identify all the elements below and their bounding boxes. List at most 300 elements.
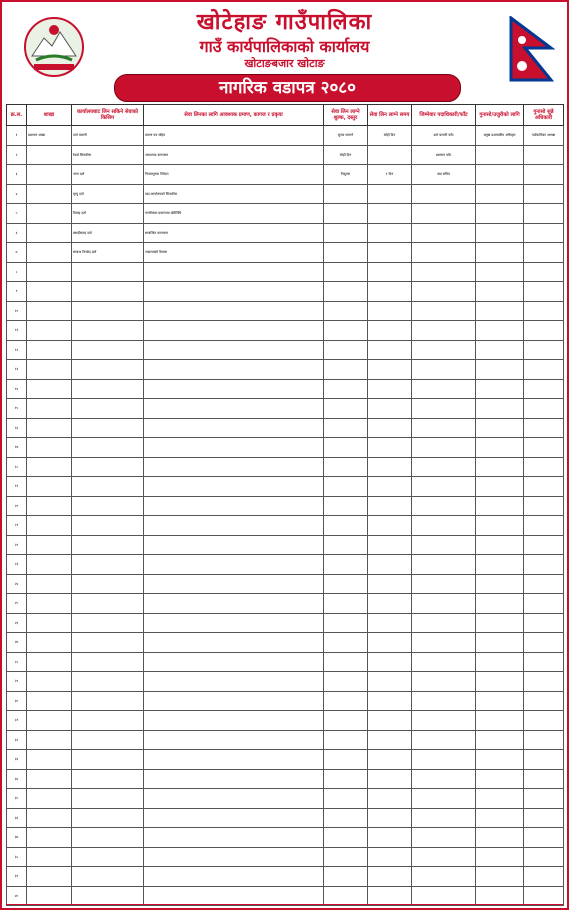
table-cell bbox=[476, 672, 524, 692]
table-cell bbox=[412, 691, 476, 711]
table-row bbox=[7, 399, 564, 419]
table-cell bbox=[368, 301, 412, 321]
table-row bbox=[7, 262, 564, 282]
table-cell bbox=[144, 418, 324, 438]
table-cell bbox=[476, 379, 524, 399]
table-row bbox=[7, 321, 564, 341]
table-cell: मृत्यु दर्ता bbox=[72, 184, 144, 204]
table-row bbox=[7, 165, 564, 185]
table-cell bbox=[524, 438, 564, 458]
table-cell bbox=[476, 516, 524, 536]
table-cell bbox=[368, 204, 412, 224]
table-cell bbox=[524, 886, 564, 906]
table-cell bbox=[72, 750, 144, 770]
table-cell bbox=[524, 165, 564, 185]
table-cell bbox=[476, 243, 524, 263]
table-cell bbox=[144, 750, 324, 770]
table-cell bbox=[368, 282, 412, 302]
table-cell bbox=[412, 379, 476, 399]
table-cell bbox=[368, 594, 412, 614]
table-cell bbox=[144, 828, 324, 848]
table-cell bbox=[72, 438, 144, 458]
table-cell bbox=[324, 769, 368, 789]
table-cell bbox=[524, 301, 564, 321]
table-row bbox=[7, 418, 564, 438]
table-cell: रेकर्ड सिफारिस bbox=[72, 145, 144, 165]
col-header: जिम्मेवार पदाधिकारी/फाँट bbox=[412, 105, 476, 126]
table-cell: आवश्यक कागजात bbox=[144, 145, 324, 165]
table-cell: २७ bbox=[7, 633, 27, 653]
table-cell: अदालतको फैसला bbox=[144, 243, 324, 263]
table-cell: ३३ bbox=[7, 750, 27, 770]
table-cell bbox=[524, 321, 564, 341]
table-row bbox=[7, 691, 564, 711]
table-cell: नियमानुसार निवेदन bbox=[144, 165, 324, 185]
table-cell bbox=[524, 691, 564, 711]
table-cell bbox=[324, 379, 368, 399]
table-cell bbox=[524, 477, 564, 497]
table-cell: वडा सचिव bbox=[412, 165, 476, 185]
table-cell bbox=[476, 223, 524, 243]
table-cell bbox=[476, 301, 524, 321]
table-cell bbox=[524, 379, 564, 399]
table-row bbox=[7, 360, 564, 380]
table-cell bbox=[144, 672, 324, 692]
table-cell bbox=[27, 672, 72, 692]
table-cell bbox=[72, 594, 144, 614]
table-cell bbox=[524, 555, 564, 575]
table-cell: ६ bbox=[7, 223, 27, 243]
col-header: कार्यालयबाट लिन सकिने सेवाको किसिम bbox=[72, 105, 144, 126]
table-cell bbox=[144, 340, 324, 360]
table-cell bbox=[144, 633, 324, 653]
table-cell bbox=[144, 438, 324, 458]
table-row bbox=[7, 828, 564, 848]
table-cell bbox=[412, 301, 476, 321]
table-cell bbox=[27, 438, 72, 458]
table-cell bbox=[72, 516, 144, 536]
table-cell bbox=[324, 808, 368, 828]
table-cell bbox=[368, 711, 412, 731]
table-cell bbox=[368, 867, 412, 887]
table-cell bbox=[476, 438, 524, 458]
table-cell bbox=[412, 457, 476, 477]
table-cell bbox=[524, 399, 564, 419]
table-cell bbox=[72, 477, 144, 497]
table-row bbox=[7, 477, 564, 497]
table-cell bbox=[72, 789, 144, 809]
table-cell bbox=[412, 828, 476, 848]
table-cell bbox=[324, 750, 368, 770]
table-cell: सम्बन्ध विच्छेद दर्ता bbox=[72, 243, 144, 263]
table-cell bbox=[324, 301, 368, 321]
table-cell bbox=[412, 535, 476, 555]
table-row bbox=[7, 867, 564, 887]
table-cell bbox=[476, 321, 524, 341]
table-cell bbox=[324, 652, 368, 672]
table-cell bbox=[144, 867, 324, 887]
table-cell bbox=[412, 496, 476, 516]
table-cell bbox=[412, 574, 476, 594]
col-header: सेवा लिन लाग्ने समय bbox=[368, 105, 412, 126]
table-cell bbox=[524, 496, 564, 516]
table-cell bbox=[72, 282, 144, 302]
table-cell bbox=[324, 691, 368, 711]
table-cell bbox=[524, 652, 564, 672]
table-cell bbox=[368, 672, 412, 692]
table-cell: २५ bbox=[7, 594, 27, 614]
table-cell: ११ bbox=[7, 321, 27, 341]
table-cell: सोही दिन bbox=[368, 126, 412, 146]
table-cell bbox=[368, 321, 412, 341]
table-cell bbox=[368, 535, 412, 555]
table-cell bbox=[72, 847, 144, 867]
table-cell bbox=[412, 867, 476, 887]
table-row bbox=[7, 516, 564, 536]
table-cell bbox=[476, 808, 524, 828]
table-cell bbox=[72, 711, 144, 731]
table-row bbox=[7, 808, 564, 828]
table-cell bbox=[368, 828, 412, 848]
table-cell bbox=[27, 516, 72, 536]
table-cell bbox=[72, 535, 144, 555]
table-cell: ३० bbox=[7, 691, 27, 711]
office-title: गाउँ कार्यपालिकाको कार्यालय bbox=[199, 37, 370, 56]
table-cell bbox=[324, 633, 368, 653]
table-cell bbox=[144, 262, 324, 282]
table-cell bbox=[412, 594, 476, 614]
table-cell bbox=[524, 418, 564, 438]
table-row bbox=[7, 886, 564, 906]
table-cell bbox=[27, 711, 72, 731]
table-cell bbox=[324, 496, 368, 516]
col-header: शाखा bbox=[27, 105, 72, 126]
table-cell: २८ bbox=[7, 652, 27, 672]
table-cell bbox=[524, 204, 564, 224]
table-cell bbox=[324, 360, 368, 380]
table-cell bbox=[72, 633, 144, 653]
table-cell bbox=[324, 730, 368, 750]
table-cell bbox=[27, 477, 72, 497]
table-cell: ३९ bbox=[7, 867, 27, 887]
table-row bbox=[7, 126, 564, 146]
table-cell: ३४ bbox=[7, 769, 27, 789]
table-cell bbox=[476, 204, 524, 224]
table-cell: दर्ता चलानी bbox=[72, 126, 144, 146]
table-cell bbox=[27, 769, 72, 789]
table-cell bbox=[524, 769, 564, 789]
table-cell bbox=[412, 282, 476, 302]
table-cell: ३६ bbox=[7, 808, 27, 828]
table-cell bbox=[27, 340, 72, 360]
table-cell: जन्म दर्ता bbox=[72, 165, 144, 185]
table-cell bbox=[412, 418, 476, 438]
table-row bbox=[7, 594, 564, 614]
table-cell: १६ bbox=[7, 418, 27, 438]
table-cell bbox=[476, 165, 524, 185]
table-cell bbox=[524, 457, 564, 477]
table-cell bbox=[27, 535, 72, 555]
table-cell bbox=[324, 516, 368, 536]
table-cell bbox=[72, 672, 144, 692]
table-cell bbox=[412, 672, 476, 692]
table-cell bbox=[368, 789, 412, 809]
table-cell bbox=[524, 672, 564, 692]
table-cell bbox=[72, 457, 144, 477]
table-cell bbox=[27, 165, 72, 185]
table-cell: ८ bbox=[7, 262, 27, 282]
table-cell bbox=[368, 399, 412, 419]
table-cell bbox=[27, 399, 72, 419]
table-cell bbox=[524, 574, 564, 594]
table-cell bbox=[324, 282, 368, 302]
table-cell bbox=[476, 750, 524, 770]
table-cell bbox=[412, 711, 476, 731]
table-cell bbox=[72, 730, 144, 750]
table-cell bbox=[144, 360, 324, 380]
table-cell bbox=[476, 613, 524, 633]
table-cell bbox=[324, 711, 368, 731]
table-cell bbox=[368, 886, 412, 906]
table-cell bbox=[412, 243, 476, 263]
table-cell: सोही दिन bbox=[324, 145, 368, 165]
table-cell bbox=[368, 516, 412, 536]
table-row bbox=[7, 535, 564, 555]
table-cell bbox=[524, 730, 564, 750]
table-row bbox=[7, 496, 564, 516]
table-cell bbox=[324, 477, 368, 497]
table-cell: २९ bbox=[7, 672, 27, 692]
table-row bbox=[7, 438, 564, 458]
table-cell bbox=[476, 769, 524, 789]
table-cell bbox=[524, 847, 564, 867]
table-cell bbox=[72, 652, 144, 672]
table-cell bbox=[324, 574, 368, 594]
table-cell: १० bbox=[7, 301, 27, 321]
table-row bbox=[7, 789, 564, 809]
table-cell bbox=[324, 438, 368, 458]
table-cell bbox=[27, 613, 72, 633]
table-cell bbox=[368, 438, 412, 458]
table-cell bbox=[27, 652, 72, 672]
table-cell bbox=[27, 574, 72, 594]
table-cell bbox=[27, 360, 72, 380]
table-row bbox=[7, 184, 564, 204]
table-cell bbox=[524, 282, 564, 302]
table-cell bbox=[72, 379, 144, 399]
table-cell bbox=[476, 555, 524, 575]
table-cell: ३ bbox=[7, 165, 27, 185]
table-cell bbox=[476, 730, 524, 750]
table-cell: २३ bbox=[7, 555, 27, 575]
table-cell bbox=[144, 321, 324, 341]
table-cell bbox=[27, 789, 72, 809]
table-cell bbox=[524, 808, 564, 828]
table-cell bbox=[476, 633, 524, 653]
table-cell bbox=[368, 243, 412, 263]
table-cell: प्रमुख प्रशासकीय अधिकृत bbox=[476, 126, 524, 146]
table-cell: विवाह दर्ता bbox=[72, 204, 144, 224]
table-cell bbox=[144, 282, 324, 302]
table-cell bbox=[144, 301, 324, 321]
table-cell bbox=[412, 613, 476, 633]
table-cell bbox=[524, 243, 564, 263]
table-cell bbox=[412, 886, 476, 906]
table-cell: ५ bbox=[7, 204, 27, 224]
table-row bbox=[7, 145, 564, 165]
table-cell bbox=[412, 223, 476, 243]
table-cell bbox=[412, 399, 476, 419]
table-cell bbox=[476, 262, 524, 282]
table-cell bbox=[524, 867, 564, 887]
table-cell bbox=[144, 555, 324, 575]
table-cell bbox=[412, 633, 476, 653]
table-cell bbox=[27, 594, 72, 614]
table-cell bbox=[324, 886, 368, 906]
table-cell bbox=[368, 360, 412, 380]
table-row bbox=[7, 555, 564, 575]
table-cell bbox=[524, 184, 564, 204]
table-cell: १ bbox=[7, 126, 27, 146]
table-cell bbox=[412, 808, 476, 828]
table-cell bbox=[72, 262, 144, 282]
table-cell bbox=[476, 145, 524, 165]
table-cell bbox=[144, 808, 324, 828]
table-cell bbox=[476, 418, 524, 438]
table-cell bbox=[524, 828, 564, 848]
table-cell bbox=[27, 808, 72, 828]
table-cell bbox=[324, 399, 368, 419]
table-cell bbox=[27, 633, 72, 653]
table-cell bbox=[476, 574, 524, 594]
table-cell bbox=[368, 223, 412, 243]
table-cell: १८ bbox=[7, 457, 27, 477]
table-cell bbox=[144, 399, 324, 419]
table-row bbox=[7, 574, 564, 594]
table-cell bbox=[72, 828, 144, 848]
table-cell bbox=[144, 789, 324, 809]
table-cell bbox=[144, 457, 324, 477]
table-cell bbox=[412, 516, 476, 536]
table-cell bbox=[524, 145, 564, 165]
col-header: गुनासो/उजुरीको लागि bbox=[476, 105, 524, 126]
table-cell bbox=[524, 262, 564, 282]
table-cell: १९ bbox=[7, 477, 27, 497]
table-cell bbox=[324, 847, 368, 867]
table-cell bbox=[27, 243, 72, 263]
table-cell bbox=[324, 262, 368, 282]
table-cell bbox=[144, 769, 324, 789]
table-cell bbox=[368, 808, 412, 828]
table-cell bbox=[368, 574, 412, 594]
table-row bbox=[7, 204, 564, 224]
table-cell bbox=[368, 555, 412, 575]
table-cell bbox=[476, 594, 524, 614]
table-cell: प्रशासन शाखा bbox=[27, 126, 72, 146]
table-cell bbox=[476, 691, 524, 711]
table-cell: ४ bbox=[7, 184, 27, 204]
table-cell: २६ bbox=[7, 613, 27, 633]
table-cell bbox=[524, 223, 564, 243]
table-cell bbox=[324, 340, 368, 360]
table-cell bbox=[27, 301, 72, 321]
table-cell bbox=[524, 613, 564, 633]
table-row bbox=[7, 633, 564, 653]
table-cell bbox=[524, 360, 564, 380]
table-cell bbox=[476, 886, 524, 906]
table-row bbox=[7, 223, 564, 243]
table-cell: १२ bbox=[7, 340, 27, 360]
table-cell: १४ bbox=[7, 379, 27, 399]
table-cell bbox=[324, 789, 368, 809]
table-cell bbox=[72, 886, 144, 906]
office-address: खोटाङबजार खोटाङ bbox=[244, 57, 325, 70]
table-cell bbox=[144, 711, 324, 731]
table-cell bbox=[72, 399, 144, 419]
table-cell bbox=[27, 223, 72, 243]
table-cell bbox=[27, 555, 72, 575]
table-cell bbox=[412, 730, 476, 750]
table-cell bbox=[324, 828, 368, 848]
table-cell bbox=[412, 262, 476, 282]
col-header: गुनासो सुन्ने अधिकारी bbox=[524, 105, 564, 126]
table-cell bbox=[72, 496, 144, 516]
table-cell bbox=[368, 145, 412, 165]
table-row bbox=[7, 730, 564, 750]
table-cell bbox=[27, 262, 72, 282]
table-cell bbox=[324, 418, 368, 438]
table-row bbox=[7, 750, 564, 770]
table-cell bbox=[27, 691, 72, 711]
table-cell: १३ bbox=[7, 360, 27, 380]
table-cell: वडा कार्यालयको सिफारिस bbox=[144, 184, 324, 204]
table-cell bbox=[144, 477, 324, 497]
table-cell bbox=[412, 321, 476, 341]
table-cell bbox=[324, 867, 368, 887]
table-cell bbox=[476, 847, 524, 867]
table-cell bbox=[144, 496, 324, 516]
table-cell bbox=[27, 847, 72, 867]
table-cell bbox=[72, 360, 144, 380]
table-cell bbox=[368, 730, 412, 750]
table-cell bbox=[72, 867, 144, 887]
col-header: क्र.स. bbox=[7, 105, 27, 126]
table-cell bbox=[144, 652, 324, 672]
table-cell bbox=[476, 828, 524, 848]
table-row bbox=[7, 847, 564, 867]
table-cell bbox=[368, 340, 412, 360]
table-cell bbox=[368, 496, 412, 516]
table-cell bbox=[524, 633, 564, 653]
table-cell bbox=[27, 282, 72, 302]
table-cell bbox=[524, 516, 564, 536]
table-cell bbox=[27, 730, 72, 750]
table-cell bbox=[27, 457, 72, 477]
table-cell: १ दिन bbox=[368, 165, 412, 185]
table-cell: ३८ bbox=[7, 847, 27, 867]
table-row bbox=[7, 282, 564, 302]
table-cell bbox=[324, 594, 368, 614]
table-cell: ३१ bbox=[7, 711, 27, 731]
table-row bbox=[7, 652, 564, 672]
table-row bbox=[7, 769, 564, 789]
table-cell bbox=[524, 594, 564, 614]
table-cell bbox=[324, 243, 368, 263]
table-cell bbox=[476, 535, 524, 555]
table-cell bbox=[324, 535, 368, 555]
table-cell: ३५ bbox=[7, 789, 27, 809]
table-cell bbox=[144, 535, 324, 555]
